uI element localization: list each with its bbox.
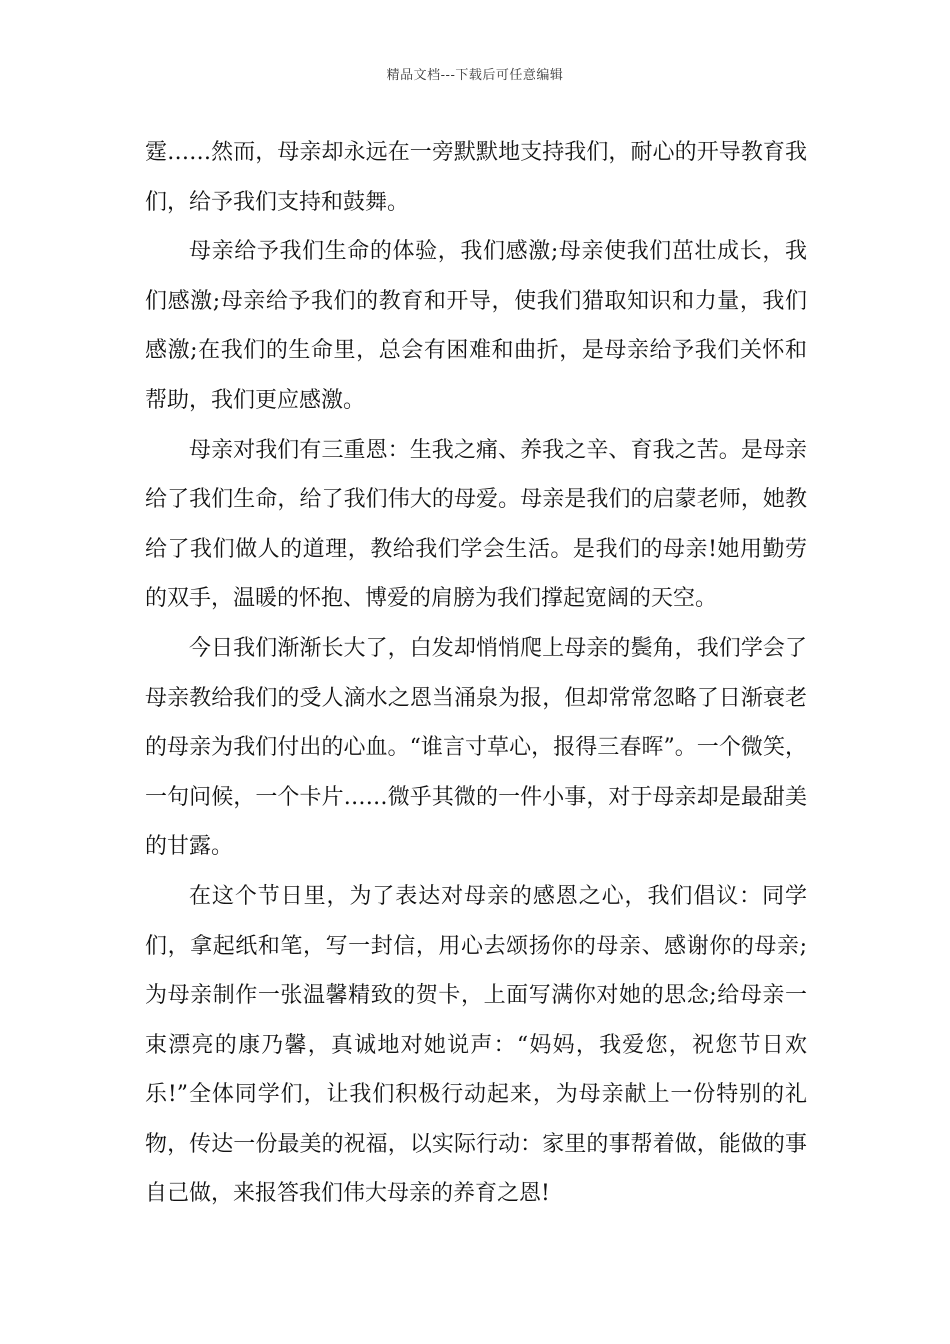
paragraph-4: 今日我们渐渐长大了，白发却悄悄爬上母亲的鬓角，我们学会了母亲教给我们的受人滴水之恩当涌泉为报，但却常常忽略了日渐衰老的母亲为我们付出的心血。“谁言寸草心，报得三春晖”。一个微笑，一句问候，一个卡片……微乎其微的一件小事，对于母亲却是最甜美的甘露。: [145, 635, 807, 860]
document-body: [145, 128, 807, 1219]
paragraph-3: 母亲对我们有三重恩：生我之痛、养我之辛、育我之苦。是母亲给了我们生命，给了我们伟大的母爱。母亲是我们的启蒙老师，她教给了我们做人的道理，教给我们学会生活。是我们的母亲!她用勤劳的双手，温暖的怀抱、博爱的肩膀为我们撑起宽阔的天空。: [145, 437, 807, 612]
paragraph-5: 在这个节日里，为了表达对母亲的感恩之心，我们倡议：同学们，拿起纸和笔，写一封信，用心去颂扬你的母亲、感谢你的母亲;为母亲制作一张温馨精致的贺卡，上面写满你对她的思念;给母亲一束漂亮的康乃馨，真诚地对她说声：“妈妈，我爱您，祝您节日欢乐!”全体同学们，让我们积极行动起来，为母亲献上一份特别的礼物，传达一份最美的祝福，以实际行动：家里的事帮着做，能做的事自己做，来报答我们伟大母亲的养育之恩!: [145, 883, 807, 1207]
page-header: 精品文档---下载后可任意编辑: [386, 68, 564, 83]
paragraph-1: 霆……然而，母亲却永远在一旁默默地支持我们，耐心的开导教育我们，给予我们支持和鼓舞。: [145, 140, 807, 215]
paragraph-2: 母亲给予我们生命的体验，我们感激;母亲使我们茁壮成长，我们感激;母亲给予我们的教育和开导，使我们猎取知识和力量，我们感激;在我们的生命里，总会有困难和曲折，是母亲给予我们关怀和帮助，我们更应感激。: [145, 239, 807, 413]
